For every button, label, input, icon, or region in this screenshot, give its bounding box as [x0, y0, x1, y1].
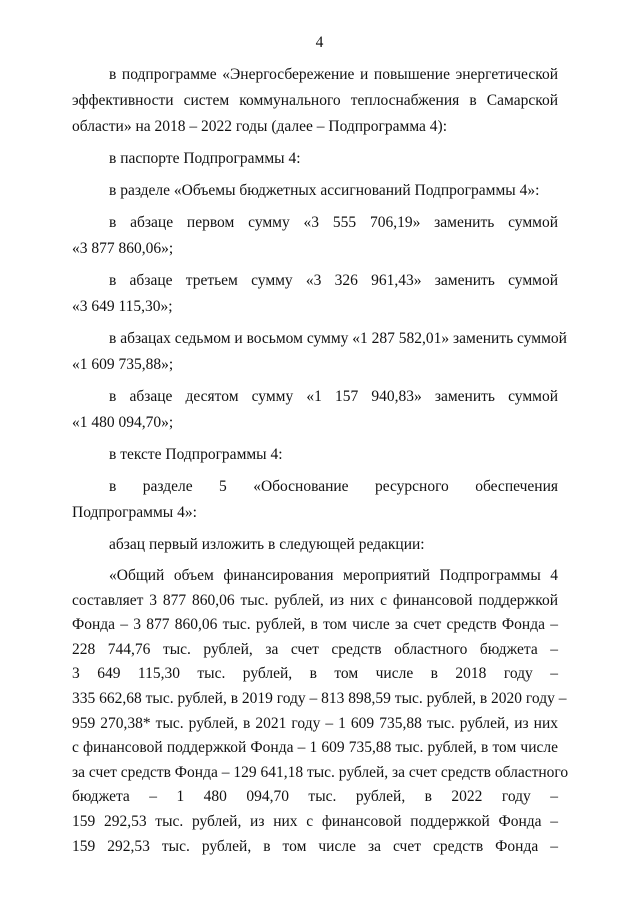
- text-line: 159 292,53 тыс. рублей, из них с финансовой поддержкой Фонда –: [72, 812, 558, 830]
- text-line: в абзаце десятом сумму «1 157 940,83» заменить суммой: [109, 388, 558, 405]
- text-line: Подпрограммы 4»:: [72, 504, 197, 521]
- text-line: 159 292,53 тыс. рублей, в том числе за счет средств Фонда –: [72, 837, 558, 855]
- text-line: в абзацах седьмом и восьмом сумму «1 287 582,01» заменить суммой: [109, 330, 567, 347]
- text-line: в разделе «Объемы бюджетных ассигнований Подпрограммы 4»:: [109, 182, 540, 199]
- text-line: «1 480 094,70»;: [72, 414, 174, 431]
- paragraph-first-abzac-edit: [72, 532, 558, 558]
- text-line: области» на 2018 – 2022 годы (далее – Подпрограмма 4):: [72, 118, 448, 135]
- text-line: 335 662,68 тыс. рублей, в 2019 году – 813 898,59 тыс. рублей, в 2020 году –: [72, 689, 567, 707]
- text-line: «Общий объем финансирования мероприятий Подпрограммы 4: [109, 567, 558, 584]
- document-body: [72, 62, 569, 859]
- text-line: «1 609 735,88»;: [72, 356, 174, 373]
- paragraph-subprogram-text: [72, 442, 558, 468]
- text-line: абзац первый изложить в следующей редакции:: [109, 536, 425, 553]
- text-line: в тексте Подпрограммы 4:: [109, 446, 283, 463]
- paragraph-section-5: [72, 474, 558, 526]
- text-line: с финансовой поддержкой Фонда – 1 609 735,88 тыс. рублей, в том числе: [72, 739, 558, 757]
- text-line: за счет средств Фонда – 129 641,18 тыс. рублей, за счет средств областного: [72, 763, 569, 781]
- text-line: 228 744,76 тыс. рублей, за счет средств областного бюджета –: [72, 640, 558, 658]
- paragraph-passport: [72, 146, 558, 172]
- paragraph-section-volumes: [72, 178, 558, 204]
- paragraph-first-abzac: [72, 210, 558, 262]
- text-line: бюджета – 1 480 094,70 тыс. рублей, в 2022 году –: [72, 788, 558, 806]
- text-line: «3 649 115,30»;: [72, 298, 173, 315]
- text-line: в абзаце третьем сумму «3 326 961,43» заменить суммой: [109, 272, 558, 289]
- paragraph-financing-quote: [72, 564, 569, 859]
- text-line: «3 877 860,06»;: [72, 240, 174, 257]
- paragraph-third-abzac: [72, 268, 558, 320]
- page-number: 4: [315, 34, 324, 51]
- paragraph-subprogram-title: [72, 62, 558, 140]
- text-line: Фонда – 3 877 860,06 тыс. рублей, в том числе за счет средств Фонда –: [72, 616, 558, 634]
- text-line: 3 649 115,30 тыс. рублей, в том числе в 2018 году –: [72, 665, 558, 683]
- text-line: эффективности систем коммунального теплоснабжения в Самарской: [72, 92, 558, 109]
- paragraph-tenth-abzac: [72, 384, 558, 436]
- text-line: составляет 3 877 860,06 тыс. рублей, из них с финансовой поддержкой: [72, 591, 558, 609]
- text-line: в разделе 5 «Обоснование ресурсного обеспечения: [109, 478, 558, 495]
- paragraph-seventh-eighth-abzac: [72, 326, 567, 378]
- text-line: в паспорте Подпрограммы 4:: [109, 150, 301, 167]
- text-line: в подпрограмме «Энергосбережение и повышение энергетической: [109, 66, 558, 83]
- text-line: 959 270,38* тыс. рублей, в 2021 году – 1 609 735,88 тыс. рублей, из них: [72, 714, 558, 732]
- text-line: в абзаце первом сумму «3 555 706,19» заменить суммой: [109, 214, 558, 231]
